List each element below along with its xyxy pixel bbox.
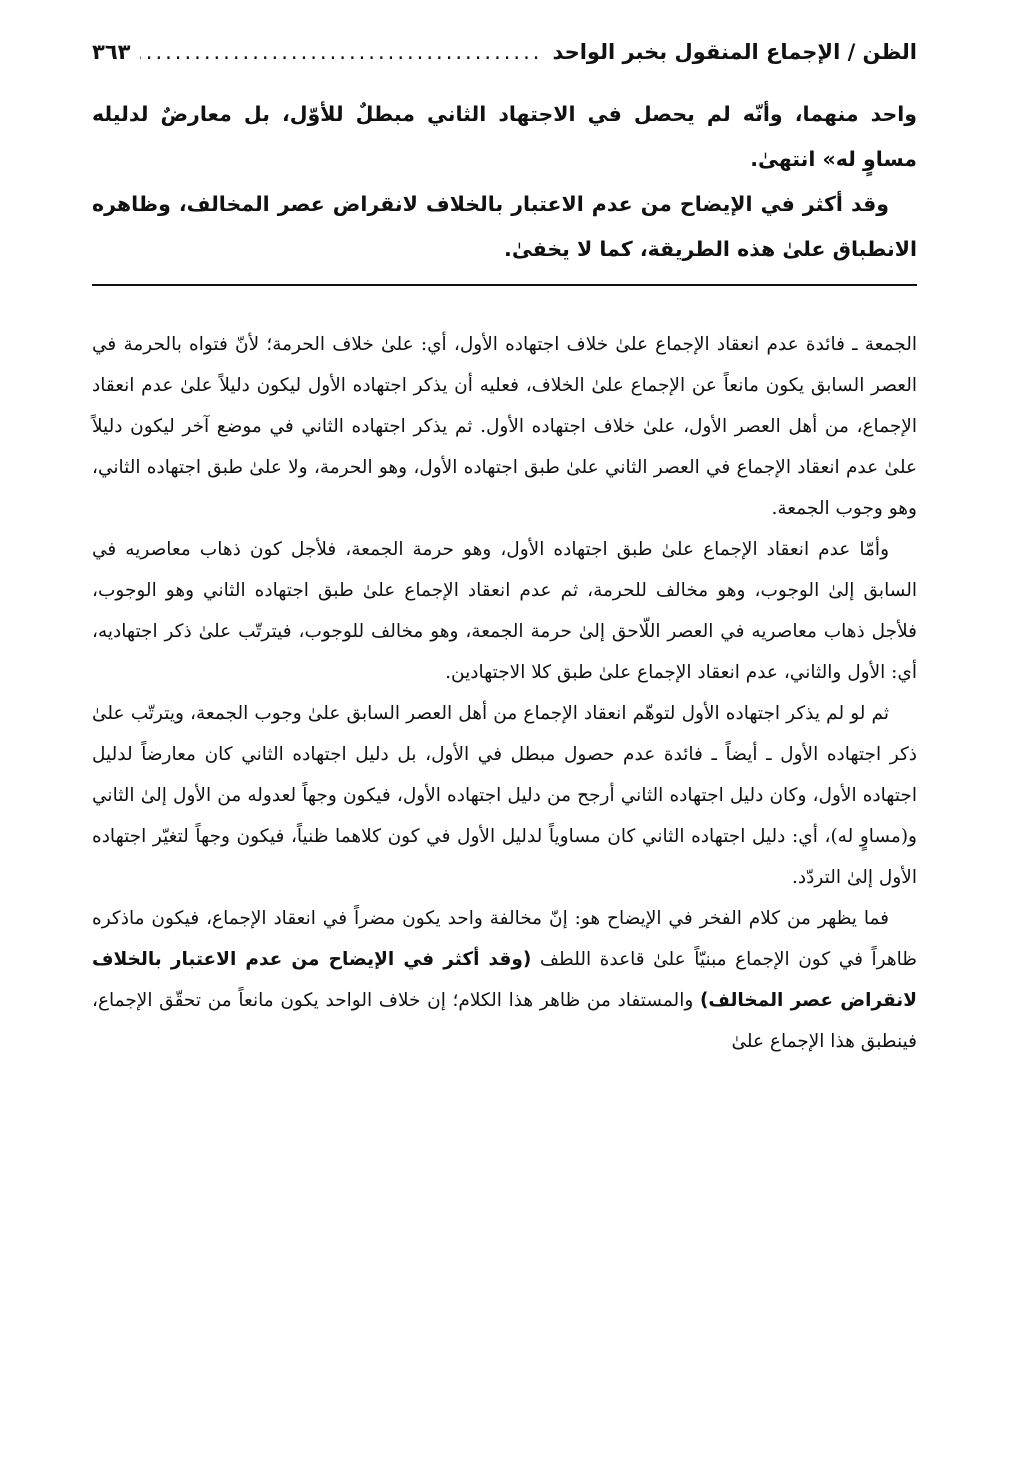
page-number: ٣٦٣ [92, 40, 131, 64]
main-paragraph-1: واحد منهما، وأنّه لم يحصل في الاجتهاد الثاني مبطلٌ للأوّل، بل معارضٌ لدليله مساوٍ له» انتهىٰ. [92, 102, 917, 171]
book-page [92, 30, 917, 1460]
commentary-paragraph-3: ثم لو لم يذكر اجتهاده الأول لتوهّم انعقاد الإجماع من أهل العصر السابق علىٰ وجوب الجمعة، ويترتّب علىٰ ذكر اجتهاده الأول ـ أيضاً ـ فائدة عدم حصول مبطل في الأول، بل دليل اجتهاده الثاني كان معارضاً لدليل اجتهاده الأول، وكان دليل اجتهاده الثاني أرجح من دليل اجتهاده الأول، فيكون وجهاً لعدوله من الأول إلىٰ الثاني و(مساوٍ له)، أي: دليل اجتهاده الثاني كان مساوياً لدليل الأول في كون كلاهما ظنياً، فيكون وجهاً لتغيّر اجتهاده الأول إلىٰ التردّد. [92, 703, 917, 888]
commentary-paragraph-1: الجمعة ـ فائدة عدم انعقاد الإجماع علىٰ خلاف اجتهاده الأول، أي: علىٰ خلاف الحرمة؛ لأنّ فتواه بالحرمة في العصر السابق يكون مانعاً عن الإجماع علىٰ الخلاف، فعليه أن يذكر اجتهاده الأول ليكون دليلاً علىٰ عدم انعقاد الإجماع، من أهل العصر الأول، علىٰ خلاف اجتهاده الأول. ثم يذكر اجتهاده الثاني في موضع آخر ليكون دليلاً علىٰ عدم انعقاد الإجماع في العصر الثاني علىٰ طبق اجتهاده الأول، وهو الحرمة، ولا علىٰ طبق اجتهاده الثاني، وهو وجوب الجمعة. [92, 334, 917, 519]
commentary-paragraph-4-end: والمستفاد من ظاهر هذا الكلام؛ إن خلاف الواحد يكون مانعاً من تحقّق الإجماع، فينطبق هذا الإجماع علىٰ [92, 990, 917, 1052]
running-header [92, 30, 917, 74]
main-text [92, 92, 917, 272]
commentary-paragraph-4 [92, 898, 917, 1062]
commentary-text [92, 324, 917, 1062]
separator-rule [92, 284, 917, 286]
dot-leader [140, 30, 542, 74]
quoted-main-text: (وقد أكثر في الإيضاح من عدم الاعتبار بالخلاف لانقراض عصر المخالف) [92, 949, 917, 1011]
running-title: الظن / الإجماع المنقول بخبر الواحد [552, 40, 917, 64]
main-paragraph-2: وقد أكثر في الإيضاح من عدم الاعتبار بالخلاف لانقراض عصر المخالف، وظاهره الانطباق علىٰ هذه الطريقة، كما لا يخفىٰ. [92, 192, 917, 261]
commentary-paragraph-2: وأمّا عدم انعقاد الإجماع علىٰ طبق اجتهاده الأول، وهو حرمة الجمعة، فلأجل كون ذهاب معاصريه في السابق إلىٰ الوجوب، وهو مخالف للحرمة، ثم عدم انعقاد الإجماع علىٰ طبق اجتهاده الثاني وهو الوجوب، فلأجل ذهاب معاصريه في العصر اللّاحق إلىٰ حرمة الجمعة، وهو مخالف للوجوب، فيترتّب علىٰ ذكر اجتهاديه، أي: الأول والثاني، عدم انعقاد الإجماع علىٰ طبق كلا الاجتهادين. [92, 539, 917, 683]
commentary-paragraph-4-start: فما يظهر من كلام الفخر في الإيضاح هو: إنّ مخالفة واحد يكون مضراً في انعقاد الإجماع، فيكون ماذكره ظاهراً في كون الإجماع مبنيّاً علىٰ قاعدة اللطف [92, 908, 917, 970]
